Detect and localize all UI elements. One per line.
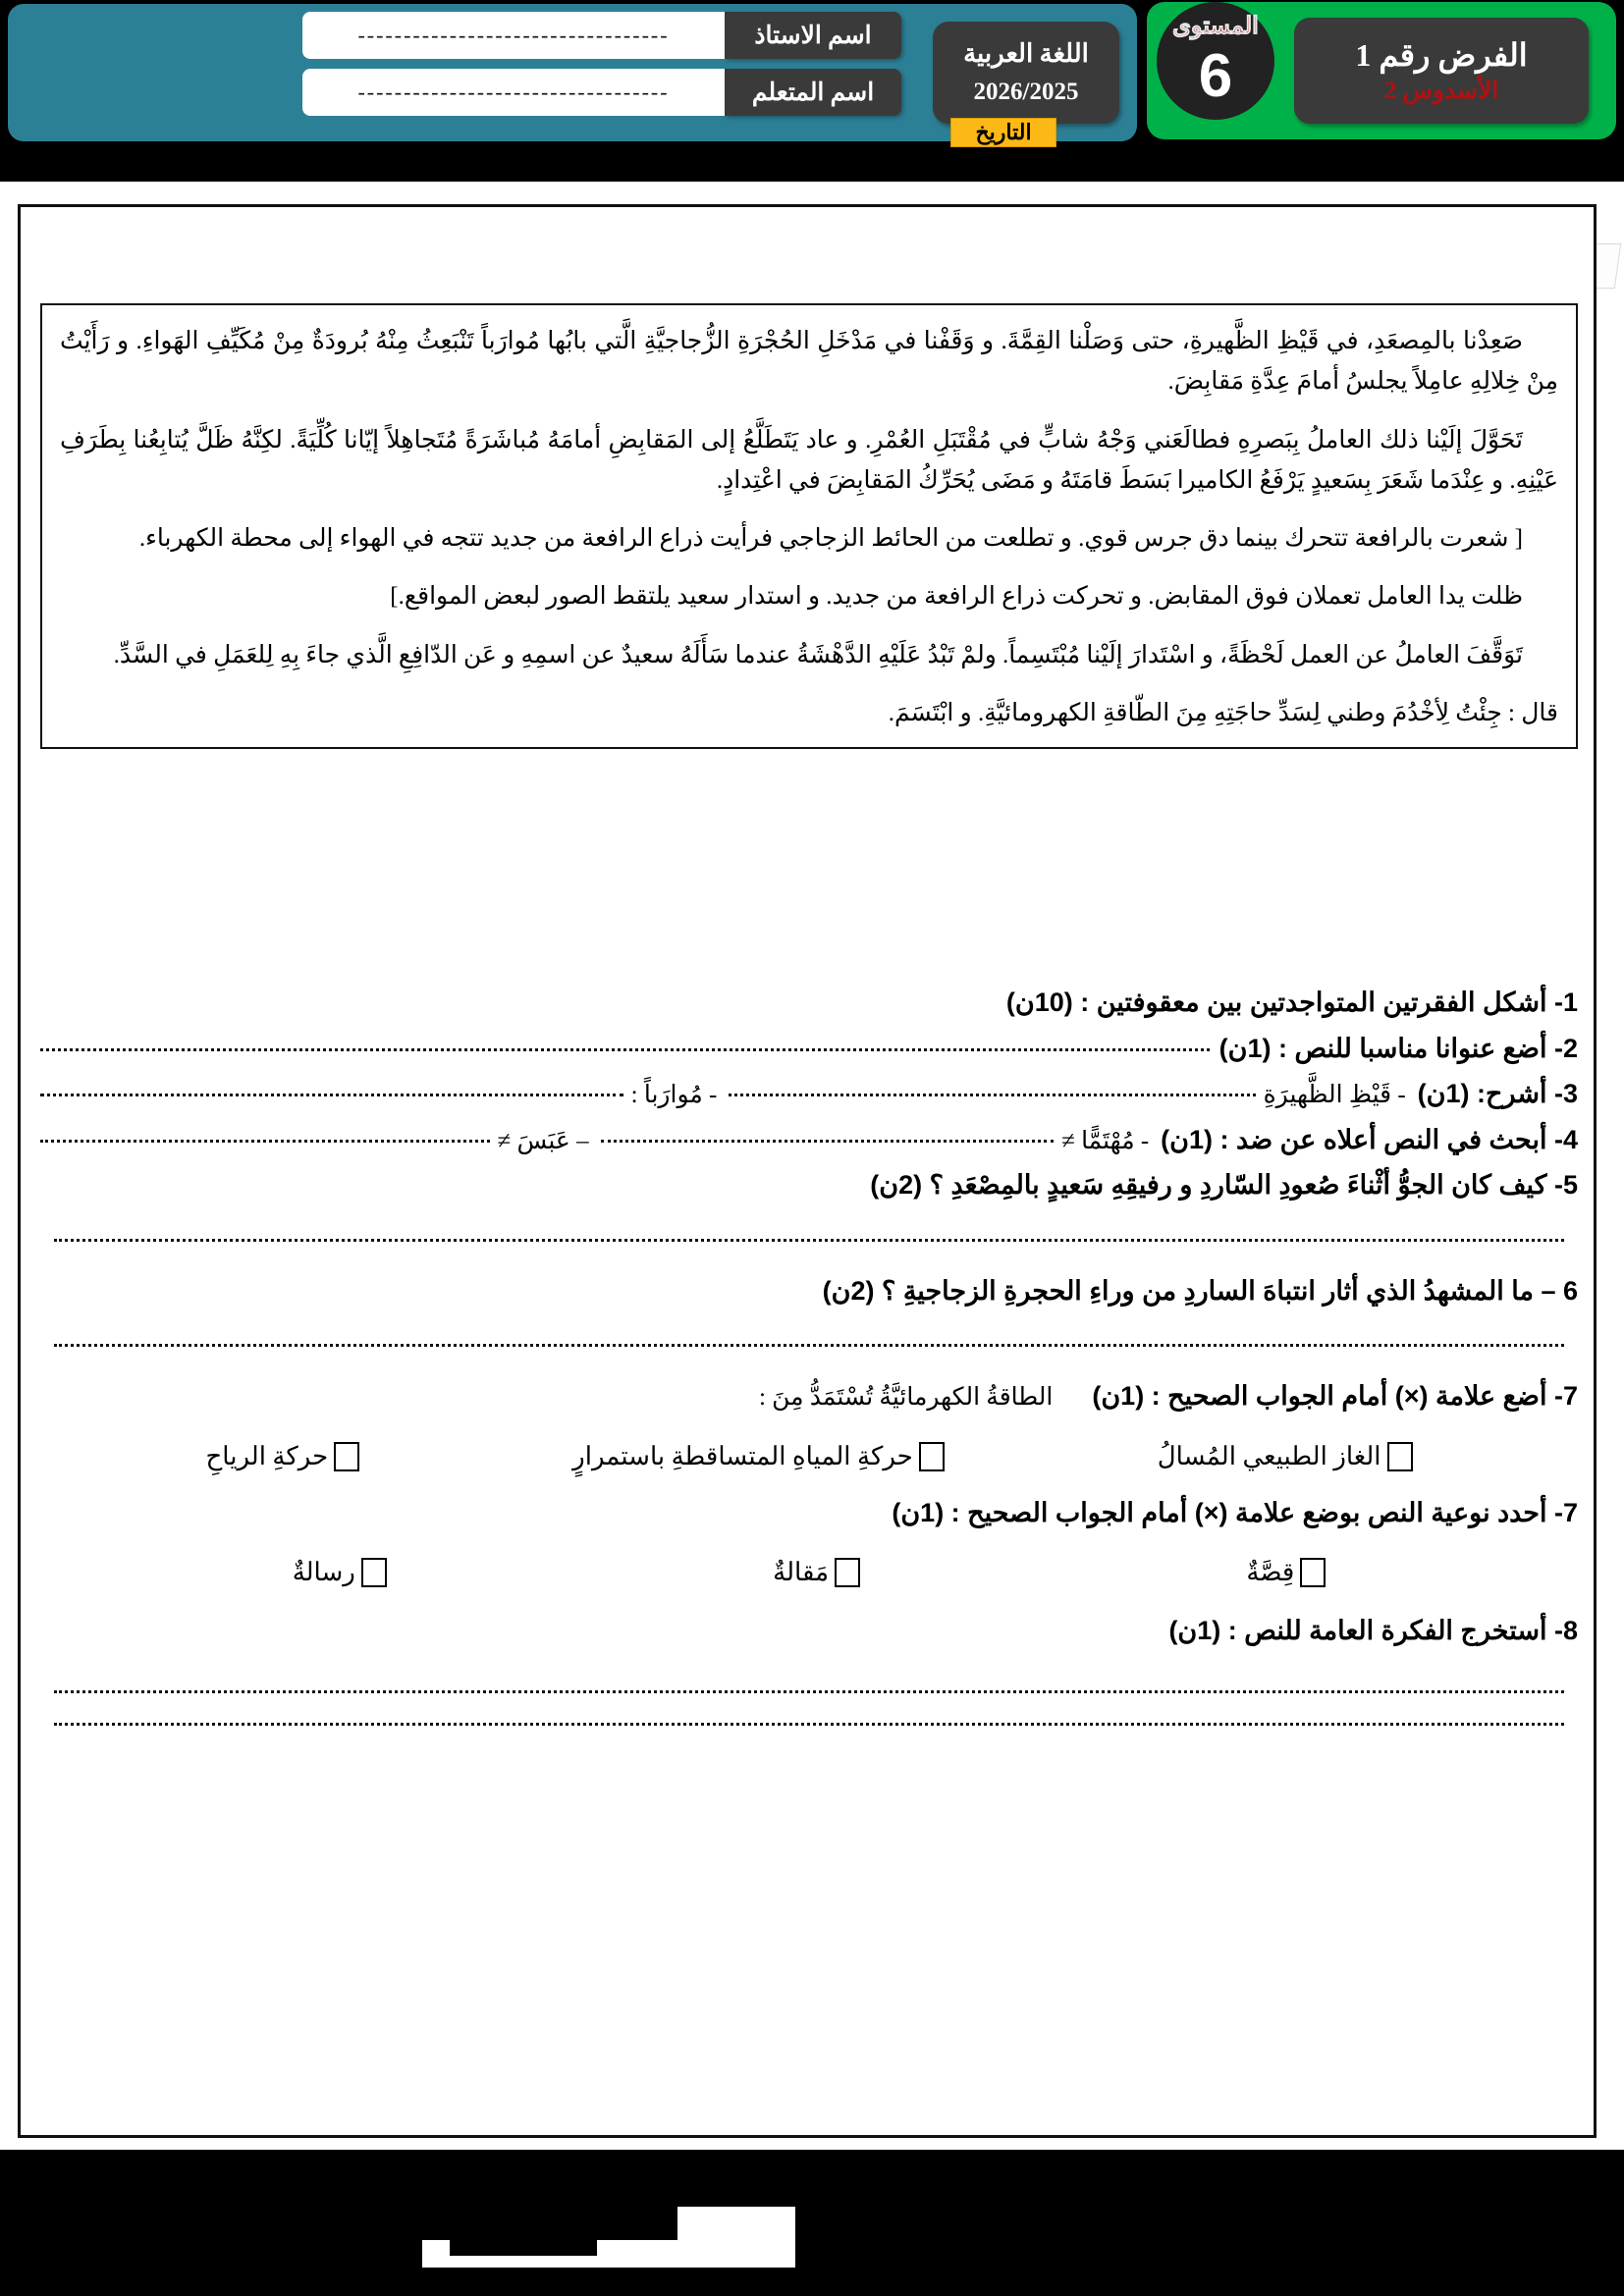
question-7b	[40, 1493, 1578, 1533]
teacher-name-input[interactable]: ----------------------------------	[302, 12, 725, 59]
option-story[interactable]	[1246, 1558, 1326, 1587]
checkbox-icon[interactable]	[1300, 1558, 1326, 1587]
question-7a-stem: الطاقةُ الكهرمائيَّةُ تُسْتَمَدُّ مِنَ :	[758, 1384, 1054, 1411]
question-6-text: 6 – ما المشهدُ الذي أثار انتباهَ الساردِ من وراءِ الحجرةِ الزجاجيةِ ؟ (2ن)	[822, 1275, 1578, 1306]
passage-paragraph-6: قال : جِئْتُ لِأخْدُمَ وطني لِسَدِّ حاجَتِهِ مِنَ الطّاقةِ الكهرومائيَّةِ. و ابْتَسَمَ.	[888, 699, 1558, 726]
option-gas-label: الغاز الطبيعي المُسالُ	[1157, 1441, 1381, 1470]
option-wind-label: حركةِ الرياحِ	[205, 1441, 329, 1470]
paper-body	[18, 204, 1597, 2138]
bottom-black-band	[0, 2150, 1624, 2296]
question-3-item-a: - قَيْظِ الظَّهيرَةِ	[1263, 1082, 1406, 1108]
level-number-label: 6	[1198, 41, 1233, 110]
student-name-input[interactable]: ----------------------------------	[302, 69, 725, 116]
passage-paragraph-5: تَوَقَّفَ العاملُ عن العمل لَحْظَةً، و اسْتَدارَ إلَيْنا مُبْتَسِماً. ولمْ تَبْدُ عَلَيْهِ الدَّهْشَةُ عندما سَأَلَهُ سعيدٌ عن اسمِهِ و عَن الدّافِعِ الَّذي جاءَ بِهِ لِلعَمَلِ في السَّدِّ.	[113, 641, 1523, 668]
exam-chip	[1294, 18, 1589, 124]
option-article[interactable]	[773, 1558, 860, 1587]
question-4-item-a: - مُهْتَمًّا ≠	[1061, 1127, 1150, 1154]
question-3-text: 3- أشرح: (1ن)	[1417, 1079, 1578, 1108]
question-4-blank-b[interactable]	[40, 1140, 490, 1143]
checkbox-icon[interactable]	[1387, 1442, 1413, 1471]
question-5-text: 5- كيف كان الجوُّ أثْناءَ صُعودِ السّاردِ و رفيقِهِ سَعيدٍ بالمِصْعَدِ ؟ (2ن)	[870, 1170, 1578, 1200]
option-wind[interactable]	[206, 1442, 360, 1471]
question-4	[40, 1120, 1578, 1160]
question-6-answer-line[interactable]	[54, 1344, 1564, 1347]
question-2	[40, 1029, 1578, 1069]
question-7a	[40, 1376, 1578, 1416]
option-water-label: حركةِ المياهِ المتساقطةِ باستمرارٍ	[572, 1441, 913, 1470]
passage-paragraph-1: صَعِدْنا بالمِصعَدِ، في قَيْظِ الظَّهيرةِ، حتى وَصَلْنا القِمَّةَ. و وَقَفْنا في مَدْخَلِ الحُجْرَةِ الزُّجاجيَّةِ الَّتي بابُها مُوارَباً تَنْبَعِثُ مِنْهُ بُرودَةٌ مِنْ مُكَيِّفِ الهَواءِ. و رَأَيْتُ مِنْ خِلالِهِ عامِلاً يجلسُ أمامَ عِدَّةِ مَقابِضَ.	[60, 328, 1558, 396]
checkbox-icon[interactable]	[361, 1558, 387, 1587]
date-label-chip: التاريخ	[950, 118, 1056, 147]
question-8-answer-line-2[interactable]	[54, 1723, 1564, 1726]
exam-term-label: الأسدوس 2	[1383, 78, 1499, 104]
questions-section	[40, 983, 1578, 1755]
question-6	[40, 1271, 1578, 1311]
option-letter[interactable]	[293, 1558, 387, 1587]
barcode-strip	[422, 2207, 795, 2268]
passage-paragraph-4: ظلت يدا العامل تعملان فوق المقابض. و تحركت ذراع الرافعة من جديد. و استدار سعيد يلتقط الصور لبعض المواقع.]	[390, 583, 1523, 611]
barcode-mark-secondary	[450, 2240, 597, 2256]
passage-paragraph-2: تَحَوَّلَ إلَيْنا ذلك العاملُ بِبَصرِهِ فطالَعَني وَجْهُ شابٍّ في مُقْتَبَلِ العُمْرِ. و عاد يَتَطَلَّعُ إلى المَقابِضِ أمامَهُ مُباشَرَةً مُتَجاهِلاً إيّانا كُلِّيَةً. لكِنَّهُ ظَلَّ يُتابِعُنا بِطَرَفِ عَيْنِهِ. و عِنْدَما شَعَرَ بِسَعيدٍ يَرْفَعُ الكاميرا بَسَطَ قامَتَهُ و مَضَى يُحَرِّكُ المَقابِضَ في اعْتِدادٍ.	[60, 426, 1558, 494]
question-3-blank-a[interactable]	[729, 1094, 1255, 1096]
question-3-blank-b[interactable]	[40, 1094, 623, 1096]
subject-label: اللغة العربية	[963, 38, 1089, 68]
option-water[interactable]	[572, 1442, 945, 1471]
subject-chip	[933, 22, 1119, 124]
checkbox-icon[interactable]	[919, 1442, 945, 1471]
question-7a-text: 7- أضع علامة (×) أمام الجواب الصحيح : (1ن)	[1092, 1381, 1578, 1411]
teacher-name-label: اسم الاستاذ	[725, 12, 901, 59]
question-2-text: 2- أضع عنوانا مناسبا للنص : (1ن)	[1218, 1033, 1578, 1063]
exam-badge-block	[1147, 2, 1616, 139]
passage-paragraph-3: [ شعرت بالرافعة تتحرك بينما دق جرس قوي. و تطلعت من الحائط الزجاجي فرأيت ذراع الرافعة من جديد تتجه في الهواء إلى محطة الكهرباء.	[138, 525, 1523, 552]
question-4-item-b: – عَبَسَ ≠	[497, 1127, 589, 1154]
question-2-answer-blank[interactable]	[40, 1048, 1210, 1051]
option-story-label: قِصَّةٌ	[1246, 1558, 1295, 1586]
student-name-field-row	[302, 69, 901, 116]
barcode-mark-primary	[422, 2207, 677, 2240]
question-8-answer-line-1[interactable]	[54, 1690, 1564, 1693]
question-8	[40, 1611, 1578, 1651]
exam-title-label	[1355, 36, 1527, 74]
exam-title-text: الفرض رقم 1	[1355, 37, 1528, 73]
question-1-text: 1- أشكل الفقرتين المتواجدتين بين معقوفتين : (10ن)	[1005, 988, 1578, 1017]
question-8-text: 8- أستخرج الفكرة العامة للنص : (1ن)	[1168, 1616, 1578, 1645]
question-1	[40, 983, 1578, 1023]
question-3-item-b: - مُوارَباً :	[630, 1082, 718, 1108]
option-letter-label: رسالةٌ	[292, 1558, 355, 1586]
checkbox-icon[interactable]	[334, 1442, 359, 1471]
question-7b-text: 7- أحدد نوعية النص بوضع علامة (×) أمام الجواب الصحيح : (1ن)	[892, 1497, 1578, 1527]
student-name-label: اسم المتعلم	[725, 69, 901, 116]
question-4-blank-a[interactable]	[601, 1140, 1055, 1143]
question-5-answer-line[interactable]	[54, 1239, 1564, 1242]
level-word-label: المستوى	[1172, 14, 1259, 39]
school-year-label: 2026/2025	[973, 78, 1079, 105]
option-article-label: مَقالةٌ	[773, 1558, 830, 1586]
question-3	[40, 1074, 1578, 1114]
question-7b-options	[99, 1558, 1519, 1587]
teacher-name-field-row	[302, 12, 901, 59]
level-circle-badge	[1157, 2, 1274, 120]
question-4-text: 4- أبحث في النص أعلاه عن ضد : (1ن)	[1161, 1124, 1578, 1154]
question-5	[40, 1165, 1578, 1205]
reading-passage-box	[40, 303, 1578, 749]
question-7a-options	[99, 1442, 1519, 1471]
checkbox-icon[interactable]	[835, 1558, 860, 1587]
option-gas[interactable]	[1158, 1442, 1413, 1471]
